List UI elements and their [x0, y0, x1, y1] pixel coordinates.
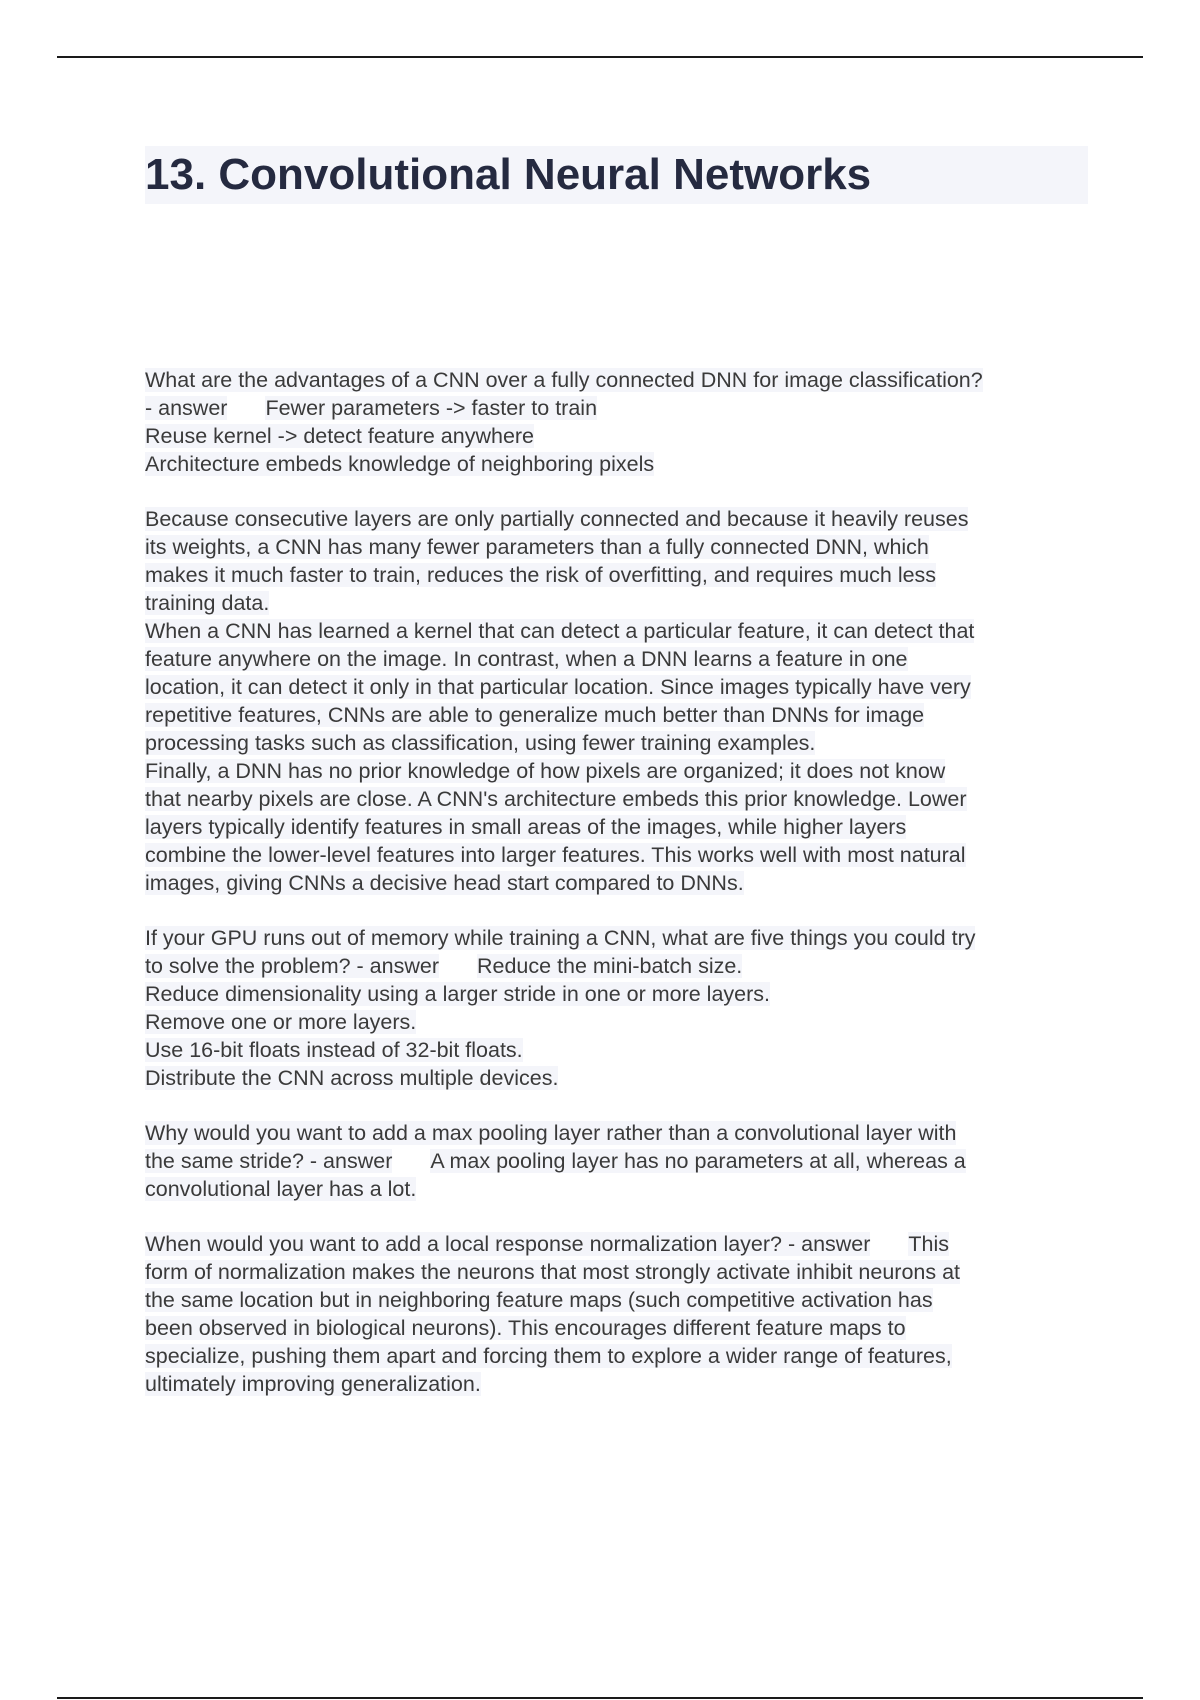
text-line: Finally, a DNN has no prior knowledge of how pixels are organized; it does not know — [145, 759, 946, 783]
text-line: makes it much faster to train, reduces the risk of overfitting, and requires much less — [145, 563, 937, 587]
page-title: 13. Convolutional Neural Networks — [145, 146, 1088, 204]
text-line: Because consecutive layers are only partially connected and because it heavily reuses — [145, 507, 969, 531]
text-line: images, giving CNNs a decisive head start compared to DNNs. — [145, 871, 744, 895]
text-line: feature anywhere on the image. In contrast, when a DNN learns a feature in one — [145, 647, 908, 671]
bottom-rule — [57, 1697, 1143, 1699]
text-line: Reuse kernel -> detect feature anywhere — [145, 424, 535, 448]
text-line: to solve the problem? - answer Reduce the mini-batch size. — [145, 954, 743, 978]
text-line: Use 16-bit floats instead of 32-bit floats. — [145, 1038, 523, 1062]
text-line: - answer Fewer parameters -> faster to train — [145, 396, 598, 420]
qa-block — [145, 366, 1090, 478]
text-line: been observed in biological neurons). This encourages different feature maps to — [145, 1316, 906, 1340]
text-line: its weights, a CNN has many fewer parameters than a fully connected DNN, which — [145, 535, 929, 559]
qa-block — [145, 1119, 1090, 1203]
text-line: processing tasks such as classification, using fewer training examples. — [145, 731, 816, 755]
qa-block — [145, 505, 1090, 897]
top-rule — [57, 56, 1143, 58]
qa-block — [145, 924, 1090, 1092]
text-line: that nearby pixels are close. A CNN's architecture embeds this prior knowledge. Lower — [145, 787, 967, 811]
text-line: Reduce dimensionality using a larger stride in one or more layers. — [145, 982, 771, 1006]
text-line: Architecture embeds knowledge of neighboring pixels — [145, 452, 655, 476]
text-line: the same stride? - answer A max pooling layer has no parameters at all, whereas a — [145, 1149, 966, 1173]
text-line: ultimately improving generalization. — [145, 1372, 481, 1396]
text-line: Why would you want to add a max pooling layer rather than a convolutional layer with — [145, 1121, 957, 1145]
text-line: location, it can detect it only in that particular location. Since images typically have very — [145, 675, 971, 699]
text-line: repetitive features, CNNs are able to generalize much better than DNNs for image — [145, 703, 925, 727]
text-line: When would you want to add a local response normalization layer? - answer This — [145, 1232, 950, 1256]
text-line: When a CNN has learned a kernel that can detect a particular feature, it can detect that — [145, 619, 975, 643]
text-line: the same location but in neighboring feature maps (such competitive activation has — [145, 1288, 933, 1312]
text-line: form of normalization makes the neurons that most strongly activate inhibit neurons at — [145, 1260, 961, 1284]
text-line: Distribute the CNN across multiple devices. — [145, 1066, 559, 1090]
text-line: layers typically identify features in small areas of the images, while higher layers — [145, 815, 907, 839]
text-line: training data. — [145, 591, 270, 615]
text-line: combine the lower-level features into larger features. This works well with most natural — [145, 843, 966, 867]
text-line: specialize, pushing them apart and forcing them to explore a wider range of features, — [145, 1344, 952, 1368]
text-line: Remove one or more layers. — [145, 1010, 417, 1034]
text-line: What are the advantages of a CNN over a fully connected DNN for image classification? — [145, 368, 983, 392]
qa-block — [145, 1230, 1090, 1398]
text-line: convolutional layer has a lot. — [145, 1177, 417, 1201]
document-body — [145, 366, 1090, 1425]
text-line: If your GPU runs out of memory while training a CNN, what are five things you could try — [145, 926, 976, 950]
